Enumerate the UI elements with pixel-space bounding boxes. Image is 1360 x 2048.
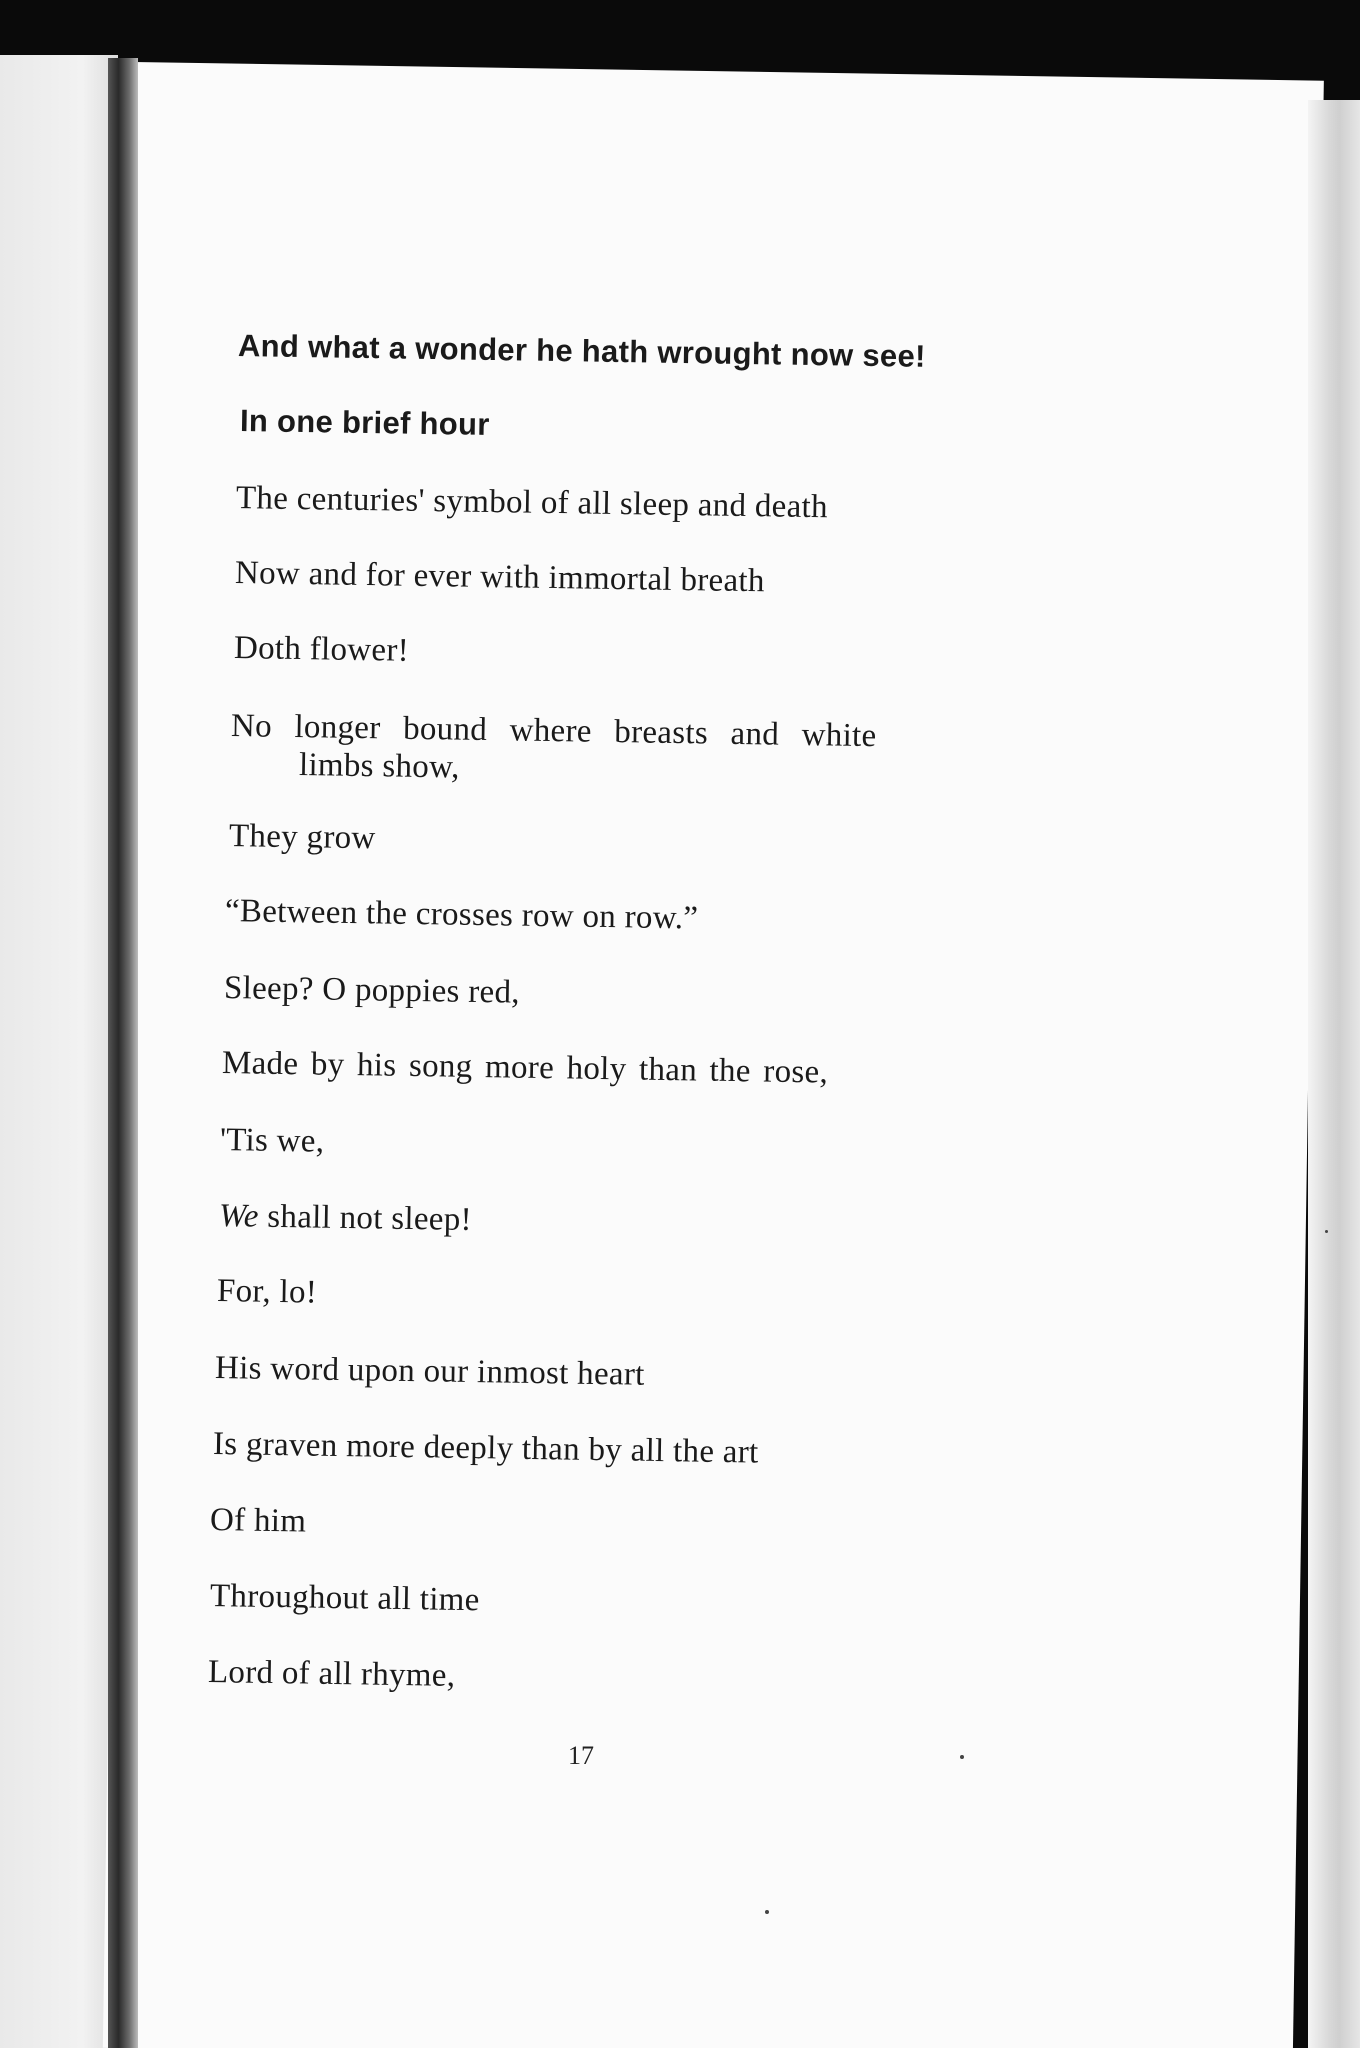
poem-line: The centuries' symbol of all sleep and death — [235, 480, 829, 526]
poem-line: Lord of all rhyme, — [207, 1654, 456, 1694]
poem-line: In one brief hour — [239, 403, 490, 442]
poem-line: Of him — [209, 1502, 307, 1540]
poem-line: For, lo! — [216, 1273, 318, 1311]
dust-speck — [960, 1755, 964, 1759]
page-sheet — [103, 62, 1324, 2048]
poem-line: Made by his song more holy than the rose, — [221, 1045, 829, 1091]
page-number: 17 — [568, 1741, 594, 1770]
right-page-edge — [1308, 100, 1360, 2048]
poem-line: Throughout all time — [209, 1578, 480, 1619]
poem-line: Now and for ever with immortal breath — [234, 555, 766, 600]
left-page-edge — [0, 55, 118, 2048]
poem-line: They grow — [228, 818, 376, 857]
poem-line: “Between the crosses row on row.” — [224, 893, 699, 937]
poem-line-rest: shall not sleep! — [267, 1198, 473, 1238]
book-gutter — [108, 58, 138, 2048]
dust-speck — [1325, 1230, 1328, 1233]
poem-line: Is graven more deeply than by all the art — [212, 1426, 759, 1471]
poem-line: 'Tis we, — [219, 1122, 325, 1160]
emphasized-word: We — [218, 1198, 260, 1235]
poem-line-continuation: limbs show, — [298, 747, 460, 786]
poem-line: No longer bound where breasts and white — [230, 708, 877, 755]
dust-speck — [765, 1910, 769, 1914]
poem-line: Doth flower! — [233, 630, 410, 669]
poem-line: And what a wonder he hath wrought now see! — [237, 328, 926, 374]
poem-line: His word upon our inmost heart — [214, 1350, 645, 1393]
poem-line: Sleep? O poppies red, — [223, 970, 521, 1011]
